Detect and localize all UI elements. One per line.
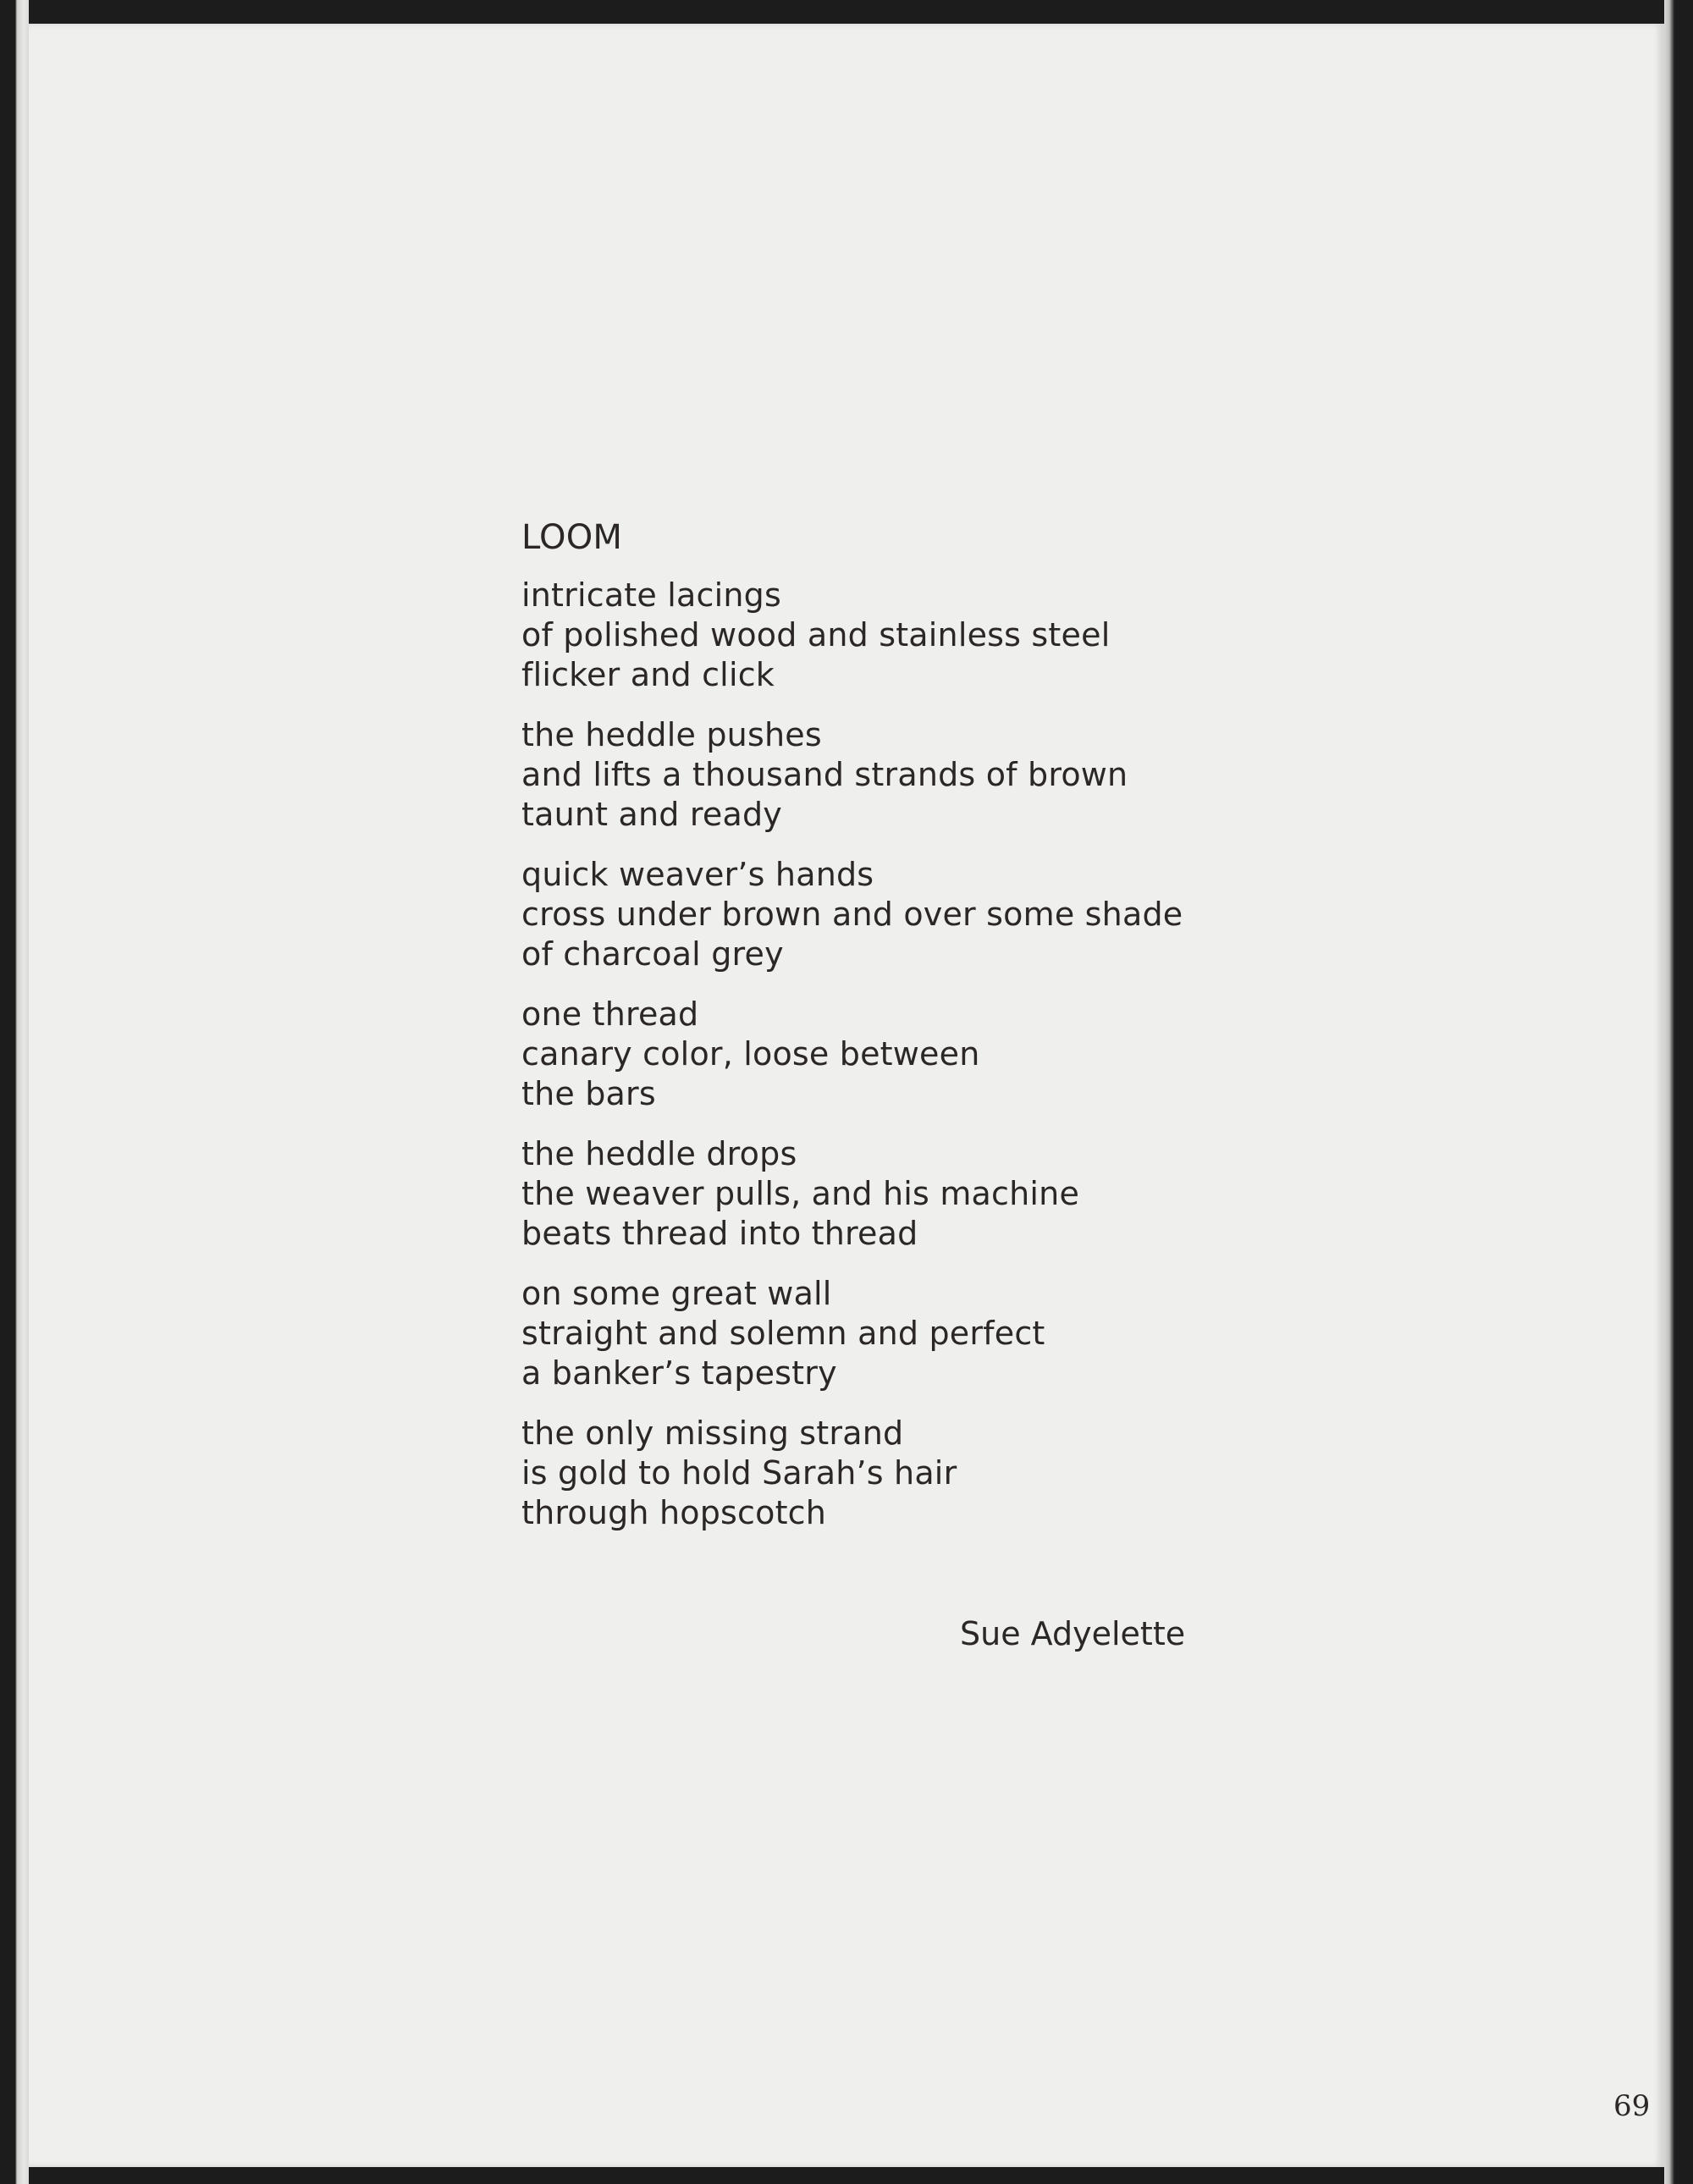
poem-line: beats thread into thread	[521, 1215, 918, 1252]
poem-line: cross under brown and over some shade	[521, 896, 1183, 933]
poem-line: straight and solemn and perfect	[521, 1315, 1045, 1352]
stanza	[521, 855, 1283, 974]
stanza	[521, 1134, 1283, 1254]
page-number: 69	[1613, 2089, 1651, 2123]
page-edge-left	[0, 0, 29, 2184]
stanza	[521, 715, 1283, 835]
poem-line: canary color, loose between	[521, 1035, 980, 1073]
book-page	[29, 24, 1664, 2167]
poem-author: Sue Adyelette	[960, 1615, 1186, 1652]
poem-line: of charcoal grey	[521, 935, 784, 973]
poem-line: is gold to hold Sarah’s hair	[521, 1454, 957, 1492]
poem-line: the weaver pulls, and his machine	[521, 1175, 1080, 1212]
stanza	[521, 995, 1283, 1114]
page-edge-right	[1664, 0, 1693, 2184]
stanza	[521, 1414, 1283, 1533]
poem-line: taunt and ready	[521, 796, 782, 833]
poem-title: LOOM	[521, 518, 623, 557]
poem-line: quick weaver’s hands	[521, 856, 874, 893]
poem-line: a banker’s tapestry	[521, 1354, 837, 1392]
poem-line: and lifts a thousand strands of brown	[521, 756, 1128, 793]
poem-line: through hopscotch	[521, 1494, 827, 1531]
poem-line: the only missing strand	[521, 1415, 904, 1452]
poem-line: one thread	[521, 995, 699, 1033]
poem-line: on some great wall	[521, 1275, 832, 1312]
poem	[521, 516, 1283, 1553]
poem-line: the bars	[521, 1075, 656, 1112]
stanza	[521, 1274, 1283, 1393]
poem-line: the heddle drops	[521, 1135, 797, 1172]
poem-line: flicker and click	[521, 656, 775, 693]
poem-line: of polished wood and stainless steel	[521, 616, 1111, 654]
poem-line: intricate lacings	[521, 576, 781, 614]
poem-line: the heddle pushes	[521, 716, 822, 753]
stanza	[521, 576, 1283, 695]
